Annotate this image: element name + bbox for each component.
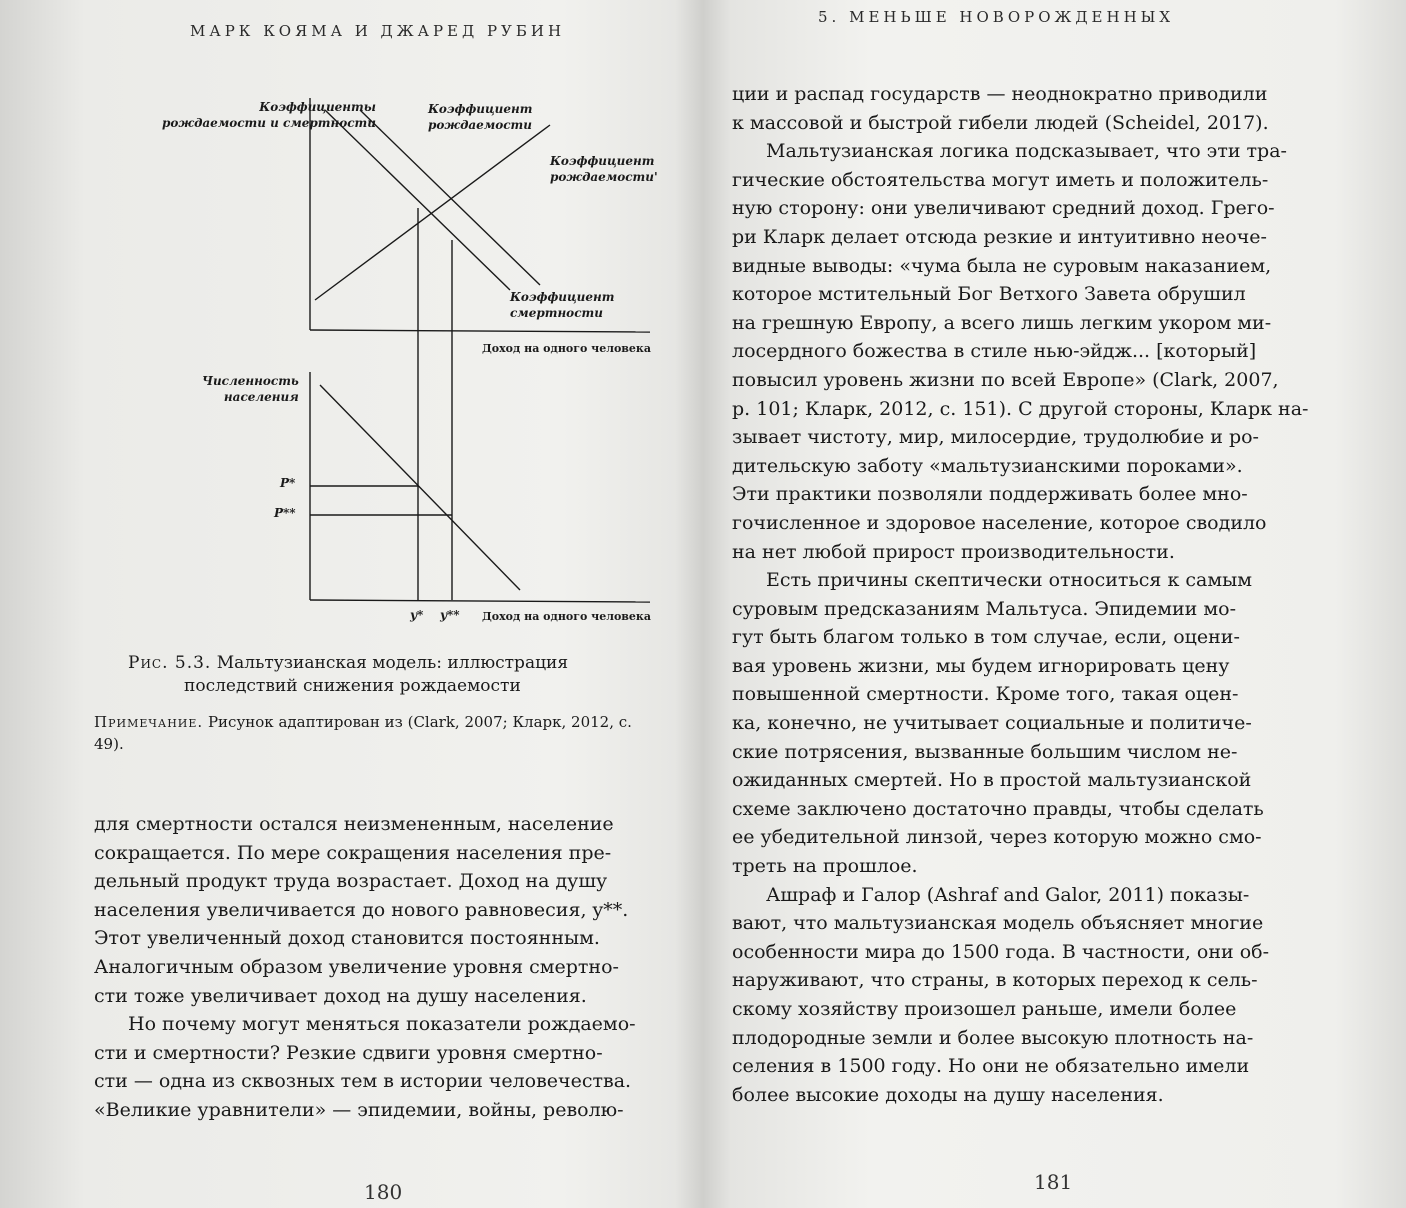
body-line: ка, конечно, не учитывает социальные и политиче- — [732, 712, 1252, 735]
bottom-ylabel-line1: Численность — [202, 374, 299, 388]
page-number-left: 180 — [364, 1180, 403, 1204]
death-rate-line — [315, 125, 550, 300]
note-label: Примечание. — [94, 713, 204, 731]
body-line: Аналогичным образом увеличение уровня смертно- — [94, 955, 619, 978]
malthusian-model-figure — [90, 90, 670, 650]
running-header: 5. МЕНЬШЕ НОВОРОЖДЕННЫХ — [818, 8, 1175, 26]
body-line: наруживают, что страны, в которых переход к сель- — [732, 969, 1258, 992]
right-page — [700, 0, 1406, 1208]
caption-line1: Мальтузианская модель: иллюстрация — [211, 653, 569, 673]
body-line: гические обстоятельства могут иметь и положитель- — [732, 168, 1269, 191]
body-line: видные выводы: «чума была не суровым наказанием, — [732, 254, 1272, 277]
bottom-ylabel — [202, 374, 299, 405]
bottom-x-axis — [310, 600, 650, 602]
body-line: гут быть благом только в том случае, если, оцени- — [732, 626, 1240, 649]
right-body-text — [732, 80, 1382, 1109]
body-line: повышенной смертности. Кроме того, такая оцен- — [732, 683, 1239, 706]
body-line: на грешную Европу, а всего лишь легким укором ми- — [732, 311, 1272, 334]
top-ylabel-line1: Коэффициенты — [259, 100, 376, 114]
body-line: к массовой и быстрой гибели людей (Scheidel, 2017). — [732, 111, 1269, 134]
birth-rate-label-line1: Коэффициент — [428, 102, 533, 116]
body-line: лосердного божества в стиле нью-эйдж... [который] — [732, 340, 1257, 363]
body-line: Ашраф и Галор (Ashraf and Galor, 2011) показы- — [766, 883, 1250, 906]
death-rate-label-line2: смертности — [510, 305, 603, 320]
body-line: треть на прошлое. — [732, 855, 918, 878]
body-line: зывает чистоту, мир, милосердие, трудолюбие и ро- — [732, 426, 1259, 449]
body-line: сти тоже увеличивает доход на душу населения. — [94, 984, 587, 1007]
top-xlabel: Доход на одного человека — [482, 342, 652, 355]
bottom-xlabel: Доход на одного человека — [482, 610, 652, 623]
body-line: вают, что мальтузианская модель объясняет многие — [732, 912, 1264, 935]
body-line: ее убедительной линзой, через которую можно смо- — [732, 826, 1262, 849]
body-line: дельный продукт труда возрастает. Доход на душу — [94, 870, 608, 893]
body-line: Этот увеличенный доход становится постоянным. — [94, 927, 600, 950]
body-line: скому хозяйству произошел раньше, имели более — [732, 998, 1237, 1020]
body-line: ции и распад государств — неоднократно приводили — [732, 83, 1268, 105]
body-line: сти и смертности? Резкие сдвиги уровня смертно- — [94, 1041, 603, 1064]
birth-rate-shifted-label — [550, 154, 658, 185]
running-header: МАРК КОЯМА И ДЖАРЕД РУБИН — [190, 22, 566, 40]
left-body-text — [94, 810, 674, 1125]
body-line: p. 101; Кларк, 2012, с. 151). С другой стороны, Кларк на- — [732, 397, 1309, 420]
body-line: Но почему могут меняться показатели рождаемо- — [128, 1013, 636, 1036]
top-ylabel — [162, 100, 376, 131]
body-line: ри Кларк делает отсюда резкие и интуитивно неоче- — [732, 225, 1267, 248]
body-line: ские потрясения, вызванные большим числом не- — [732, 740, 1238, 763]
page-number-right: 181 — [1034, 1170, 1073, 1194]
body-line: плодородные земли и более высокую плотность на- — [732, 1026, 1254, 1049]
body-line: вая уровень жизни, мы будем игнорировать цену — [732, 654, 1230, 677]
left-page — [0, 0, 690, 1208]
birth-rate-label — [428, 102, 532, 133]
body-line: Есть причины скептически относиться к самым — [766, 569, 1253, 592]
note-text: Рисунок адаптирован из (Clark, 2007; Кларк, 2012, с. 49). — [94, 713, 632, 753]
y-star-label: y* — [410, 608, 424, 622]
body-line: «Великие уравнители» — эпидемии, войны, револю- — [94, 1098, 624, 1121]
birth-rate-shifted-label-line2: рождаемости' — [550, 169, 658, 184]
body-line: которое мстительный Бог Ветхого Завета обрушил — [732, 283, 1246, 306]
body-line: гочисленное и здоровое население, которое сводило — [732, 511, 1267, 534]
death-rate-label — [510, 290, 614, 321]
body-line: Мальтузианская логика подсказывает, что эти тра- — [766, 140, 1287, 163]
body-line: сти — одна из сквозных тем в истории человечества. — [94, 1070, 632, 1093]
birth-rate-line-shifted — [360, 110, 540, 285]
caption-line2: последствий снижения рождаемости — [184, 675, 521, 696]
y-star2-label: y** — [440, 608, 460, 622]
figure-note — [94, 712, 664, 756]
body-line: схеме заключено достаточно правды, чтобы сделать — [732, 797, 1264, 820]
p-star-label: P* — [280, 476, 296, 490]
figure-caption — [128, 652, 648, 698]
body-line: на нет любой прирост производительности. — [732, 540, 1175, 563]
body-line: особенности мира до 1500 года. В частности, они об- — [732, 940, 1270, 963]
birth-rate-label-line2: рождаемости — [428, 117, 532, 132]
body-line: дительскую заботу «мальтузианскими пороками». — [732, 454, 1243, 477]
body-line: для смертности остался неизмененным, население — [94, 813, 614, 835]
population-line — [320, 385, 520, 590]
death-rate-label-line1: Коэффициент — [510, 290, 615, 304]
body-line: более высокие доходы на душу населения. — [732, 1083, 1164, 1106]
body-line: суровым предсказаниям Мальтуса. Эпидемии мо- — [732, 597, 1237, 620]
body-line: селения в 1500 году. Но они не обязательно имели — [732, 1055, 1250, 1078]
body-line: Эти практики позволяли поддерживать более мно- — [732, 483, 1248, 506]
top-ylabel-line2: рождаемости и смертности — [162, 115, 376, 130]
body-line: населения увеличивается до нового равновесия, y**. — [94, 898, 629, 921]
birth-rate-shifted-label-line1: Коэффициент — [550, 154, 655, 168]
bottom-ylabel-line2: населения — [223, 389, 299, 404]
caption-label: Рис. 5.3. — [128, 653, 212, 673]
body-line: ную сторону: они увеличивают средний доход. Грего- — [732, 197, 1275, 220]
p-star2-label: P** — [274, 506, 296, 520]
body-line: ожиданных смертей. Но в простой мальтузианской — [732, 769, 1252, 792]
body-line: повысил уровень жизни по всей Европе» (Clark, 2007, — [732, 368, 1279, 391]
top-x-axis — [310, 330, 650, 332]
body-line: сокращается. По мере сокращения населения пре- — [94, 841, 612, 864]
